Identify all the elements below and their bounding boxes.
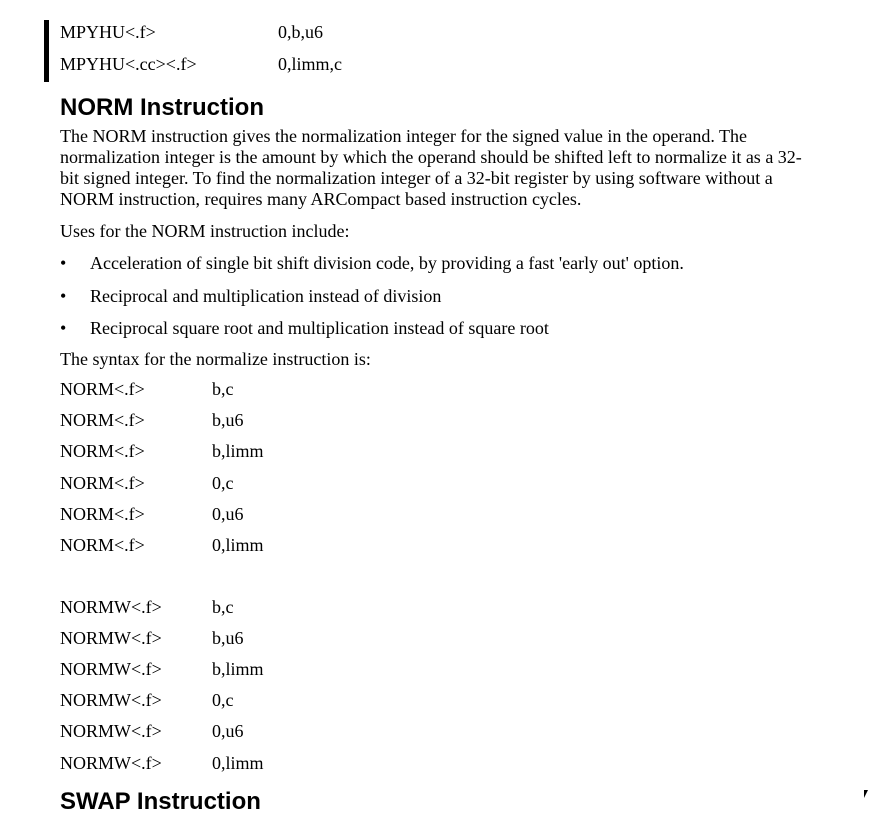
syntax-args: 0,limm <box>212 535 264 555</box>
bullet-icon: • <box>60 318 67 338</box>
syntax-op: NORMW<.f> <box>60 597 162 617</box>
list-item-text: Acceleration of single bit shift division code, by providing a fast 'early out' option. <box>90 253 684 273</box>
syntax-args: b,limm <box>212 659 264 680</box>
syntax-intro: The syntax for the normalize instruction is: <box>60 349 371 369</box>
syntax-op: NORMW<.f> <box>60 690 162 711</box>
section-heading: NORM Instruction <box>60 94 264 121</box>
syntax-op: MPYHU<.cc><.f> <box>60 54 197 74</box>
bullet-icon: • <box>60 286 67 306</box>
syntax-op: MPYHU<.f> <box>60 22 156 42</box>
syntax-args: 0,u6 <box>212 503 244 524</box>
syntax-args: 0,c <box>212 472 234 493</box>
syntax-args: b,u6 <box>212 628 244 649</box>
syntax-op: NORM<.f> <box>60 503 145 524</box>
syntax-args: 0,u6 <box>212 721 244 742</box>
syntax-args: 0,limm <box>212 752 264 773</box>
list-item-text: Reciprocal square root and multiplication instead of square root <box>90 318 549 338</box>
syntax-op: NORMW<.f> <box>60 628 162 649</box>
syntax-args: 0,c <box>212 690 234 711</box>
uses-intro: Uses for the NORM instruction include: <box>60 221 350 241</box>
syntax-op: NORMW<.f> <box>60 659 162 680</box>
syntax-args: b,c <box>212 379 234 399</box>
syntax-args: 0,limm,c <box>278 54 342 74</box>
syntax-args: b,limm <box>212 441 264 462</box>
syntax-args: b,c <box>212 597 234 617</box>
syntax-op: NORM<.f> <box>60 472 145 493</box>
description-paragraph: The NORM instruction gives the normalization integer for the signed value in the operand. The normalization integer is the amount by which the operand should be shifted left to normalize it as a 32-bit signed integer. To find the normalization integer of a 32-bit register by using software without a NORM instruction, requires many ARCompact based instruction cycles. <box>60 126 802 209</box>
bullet-icon: • <box>60 253 67 273</box>
next-section-heading: SWAP Instruction <box>60 788 261 815</box>
syntax-args: 0,b,u6 <box>278 22 323 42</box>
mouse-cursor-icon <box>864 790 868 798</box>
change-bar <box>44 20 49 82</box>
syntax-op: NORMW<.f> <box>60 721 162 742</box>
syntax-args: b,u6 <box>212 410 244 431</box>
syntax-op: NORM<.f> <box>60 410 145 431</box>
syntax-op: NORM<.f> <box>60 535 145 555</box>
list-item-text: Reciprocal and multiplication instead of division <box>90 286 442 306</box>
syntax-op: NORM<.f> <box>60 379 145 399</box>
syntax-op: NORMW<.f> <box>60 752 162 773</box>
syntax-op: NORM<.f> <box>60 441 145 462</box>
